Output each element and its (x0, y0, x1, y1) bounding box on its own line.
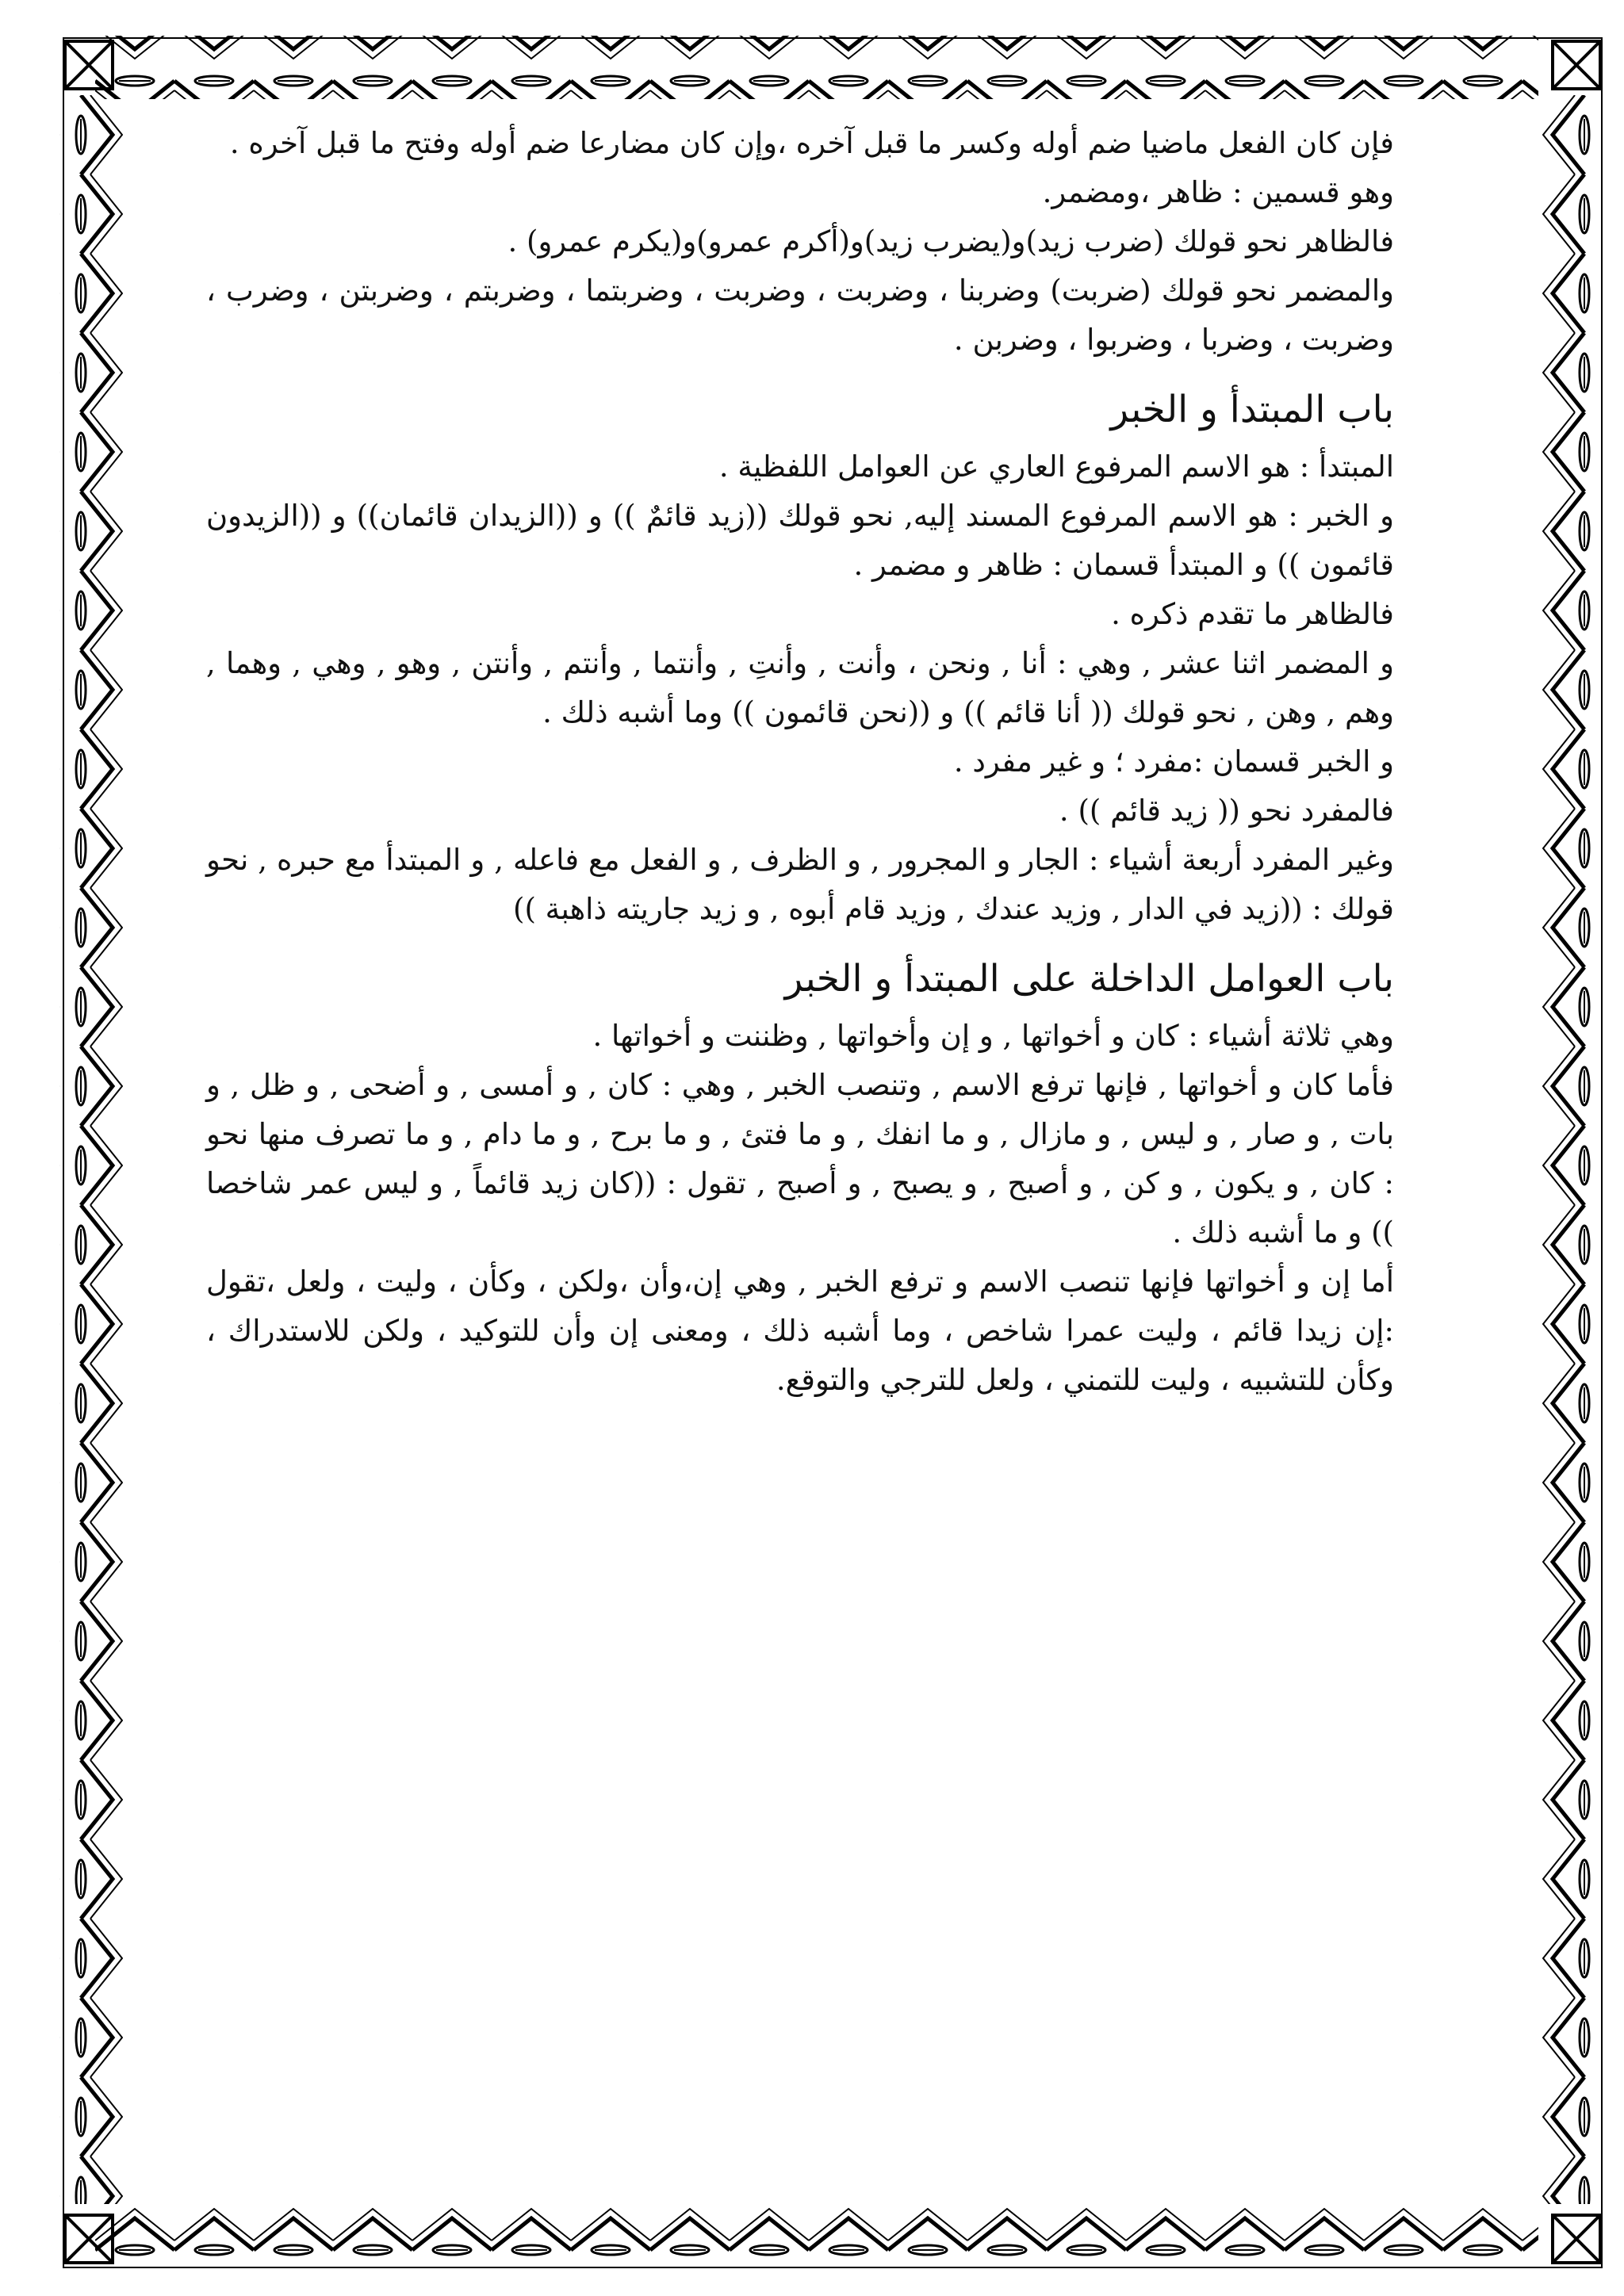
paragraph-khabar-types: و الخبر قسمان :مفرد ؛ و غير مفرد . (953, 744, 1394, 779)
paragraph-three-things: وهي ثلاثة أشياء : كان و أخواتها , و إن وأخواتها , وظننت و أخواتها . (592, 1019, 1394, 1053)
paragraph-pronoun-examples: والمضمر نحو قولك (ضربت) وضربنا ، وضربت ، وضربت ، وضربتما ، وضربتم ، وضربتن ، وضرب ، وضربت ، وضربا ، وضربوا ، وضربن . (206, 274, 1394, 357)
paragraph-explicit-mentioned: فالظاهر ما تقدم ذكره . (1111, 597, 1394, 631)
paragraph-mubtada-definition: المبتدأ : هو الاسم المرفوع العاري عن العوامل اللفظية . (718, 450, 1394, 484)
section-heading-governing-factors: باب العوامل الداخلة على المبتدأ و الخبر (784, 957, 1394, 1001)
paragraph-pronouns-twelve: و المضمر اثنا عشر , وهي : أنا , ونحن ، وأنت , وأنتِ , وأنتما , وأنتم , وأنتن , وهو , وهي , وهما , وهم , وهن , نحو قولك (( أنا قائم )) و ((نحن قائمون )) وما أشبه ذلك . (206, 646, 1394, 729)
paragraph-khabar-definition: و الخبر : هو الاسم المرفوع المسند إليه, نحو قولك ((زيد قائمٌ )) و ((الزيدان قائمان)) و ((الزيدون قائمون )) و المبتدأ قسمان : ظاهر و مضمر . (206, 499, 1394, 582)
paragraph-single-khabar: فالمفرد نحو (( زيد قائم )) . (1059, 794, 1394, 828)
document-body (206, 119, 1394, 2098)
paragraph-kana-sisters: فأما كان و أخواتها , فإنها ترفع الاسم , وتنصب الخبر , وهي : كان , و أمسى , و أضحى , و ظل , و بات , و صار , و ليس , و مازال , و ما انفك , و ما فتئ , و ما برح , و ما دام , و ما تصرف منها نحو : كان , و يكون , و كن , و أصبح , و يصبح , و أصبح , تقول : ((كان زيد قائماً , و ليس عمر شاخصا )) و ما أشبه ذلك . (206, 1068, 1394, 1249)
paragraph-inna-sisters: أما إن و أخواتها فإنها تنصب الاسم و ترفع الخبر , وهي إن،وأن ،ولكن ، وكأن ، وليت ، ولعل ،تقول :إن زيدا قائم ، وليت عمرا شاخص ، وما أشبه ذلك ، ومعنى إن وأن للتوكيد ، ولكن للاستدراك ، وكأن للتشبيه ، وليت للتمني ، ولعل للترجي والتوقع. (206, 1265, 1394, 1397)
paragraph-non-single-khabar: وغير المفرد أربعة أشياء : الجار و المجرور , و الظرف , و الفعل مع فاعله , و المبتدأ مع حبره , نحو قولك : ((زيد في الدار , وزيد عندك , وزيد قام أبوه , و زيد جاريته ذاهبة )) (206, 843, 1394, 926)
section-heading-mubtada-khabar: باب المبتدأ و الخبر (1110, 388, 1394, 431)
paragraph-explicit-examples: فالظاهر نحو قولك (ضرب زيد)و(يضرب زيد)و(أكرم عمرو)و(يكرم عمرو) . (508, 224, 1394, 258)
paragraph-verb-passive: فإن كان الفعل ماضيا ضم أوله وكسر ما قبل آخره ،وإن كان مضارعا ضم أوله وفتح ما قبل آخره . (229, 126, 1394, 160)
paragraph-two-types: وهو قسمين : ظاهر ،ومضمر. (1042, 175, 1394, 209)
